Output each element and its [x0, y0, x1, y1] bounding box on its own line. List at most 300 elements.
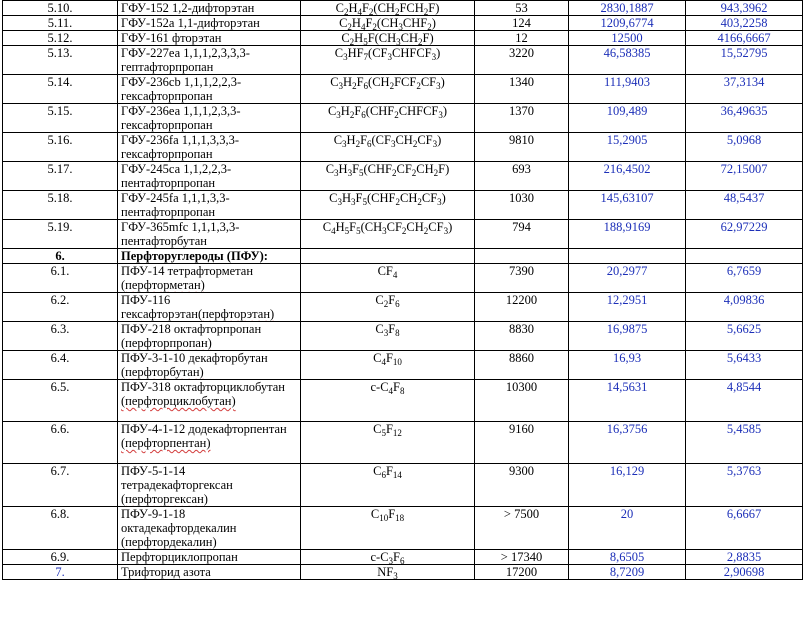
table-row	[3, 380, 803, 422]
formula-part: (CHF	[365, 104, 395, 118]
formula-subscript: 10	[379, 513, 389, 523]
formula-part: F	[360, 133, 368, 147]
chemical-formula	[301, 191, 475, 220]
formula-part: F	[349, 220, 357, 234]
formula-part: CF	[428, 220, 444, 234]
formula-subscript: 3	[382, 226, 387, 236]
substances-table	[2, 0, 803, 580]
row-number: 5.17.	[3, 162, 118, 191]
formula-subscript: 2	[417, 197, 422, 207]
formula-subscript: 2	[349, 110, 355, 120]
formula-part: CHFCF	[392, 46, 432, 60]
formula-subscript: 5	[344, 226, 350, 236]
formula-subscript: 3	[337, 197, 343, 207]
threshold-value-1	[569, 249, 686, 264]
gwp-value: 8830	[475, 322, 569, 351]
formula-part: F	[393, 550, 400, 564]
formula-part: F	[388, 507, 396, 521]
gwp-value: 1340	[475, 75, 569, 104]
formula-part: c-C	[370, 550, 389, 564]
formula-subscript: 6	[395, 299, 400, 309]
formula-subscript: 2	[423, 7, 429, 16]
threshold-value-2: 5,6625	[686, 322, 803, 351]
spellcheck-underlined-text: (перфторбутан)	[121, 365, 204, 379]
formula-part: F	[355, 191, 363, 205]
table-row	[3, 264, 803, 293]
substance-name: ПФУ-218 октафторпропан (перфторпропан)	[118, 322, 301, 351]
spellcheck-underlined-text: (перфторгексан)	[121, 492, 208, 506]
formula-part: H	[348, 1, 358, 15]
formula-part: CF	[386, 220, 402, 234]
formula-subscript: 4	[392, 270, 398, 280]
formula-subscript: 3	[396, 37, 401, 46]
gwp-value: 693	[475, 162, 569, 191]
chemical-formula	[301, 565, 475, 580]
formula-part: (CH	[360, 220, 383, 234]
substance-name: ПФУ-318 октафторциклобутан (перфторциклобутан)	[118, 380, 301, 422]
table-row	[3, 75, 803, 104]
formula-part: )	[431, 16, 436, 30]
formula-subscript: 5	[363, 37, 368, 46]
formula-part: H	[340, 104, 350, 118]
table-row	[3, 565, 803, 580]
formula-subscript: 2	[372, 22, 377, 31]
formula-part: F(CH	[367, 31, 397, 45]
formula-subscript: 3	[438, 110, 443, 120]
threshold-value-1: 12500	[569, 31, 686, 46]
formula-part: CH	[395, 133, 413, 147]
formula-part: CF	[377, 264, 393, 278]
spellcheck-underlined-text: (перфторметан)	[121, 278, 205, 292]
spellcheck-underlined-text: (перфторэтан)	[197, 307, 275, 321]
formula-part: )	[440, 75, 445, 89]
formula-part: C	[370, 507, 380, 521]
formula-subscript: 5	[359, 168, 364, 178]
chemical-formula	[301, 1, 475, 16]
substance-name: ГФУ-236cb 1,1,1,2,2,3-гексафторпропан	[118, 75, 301, 104]
formula-subscript: 5	[362, 197, 367, 207]
chemical-formula	[301, 46, 475, 75]
spellcheck-underlined-text: (перфторпентан)	[121, 436, 211, 450]
threshold-value-2: 5,4585	[686, 422, 803, 464]
threshold-value-1: 46,58385	[569, 46, 686, 75]
threshold-value-1: 16,9875	[569, 322, 686, 351]
spellcheck-underlined-text: (перфтордекалин)	[121, 535, 217, 549]
gwp-value: 8860	[475, 351, 569, 380]
formula-part: C	[341, 31, 350, 45]
row-number: 5.14.	[3, 75, 118, 104]
table-row	[3, 464, 803, 507]
row-number: 6.9.	[3, 550, 118, 565]
table-row	[3, 422, 803, 464]
formula-subscript: 2	[423, 226, 429, 236]
formula-part: F	[385, 464, 393, 478]
formula-part: F	[352, 162, 360, 176]
row-number: 6.3.	[3, 322, 118, 351]
spellcheck-underlined-text: (перфторциклобутан)	[121, 394, 236, 408]
formula-part: )	[437, 133, 442, 147]
threshold-value-1: 111,9403	[569, 75, 686, 104]
formula-subscript: 5	[381, 428, 386, 438]
formula-part: F	[356, 75, 364, 89]
threshold-value-2: 37,3134	[686, 75, 803, 104]
substance-name: ГФУ-236еа 1,1,1,2,3,3-гексафторпропан	[118, 104, 301, 133]
chemical-formula	[301, 31, 475, 46]
chemical-formula	[301, 75, 475, 104]
gwp-value: > 7500	[475, 507, 569, 550]
formula-part: F)	[428, 1, 440, 15]
gwp-value: 1370	[475, 104, 569, 133]
formula-part: C	[325, 162, 335, 176]
threshold-value-1: 188,9169	[569, 220, 686, 249]
formula-subscript: 3	[443, 226, 449, 236]
gwp-value: 794	[475, 220, 569, 249]
formula-part: C	[339, 16, 348, 30]
chemical-formula	[301, 104, 475, 133]
formula-subscript: 12	[392, 428, 402, 438]
threshold-value-1: 109,489	[569, 104, 686, 133]
formula-part: H	[335, 220, 345, 234]
formula-subscript: 6	[363, 81, 369, 91]
row-number: 6.8.	[3, 507, 118, 550]
formula-subscript: 2	[411, 168, 417, 178]
threshold-value-2: 2,90698	[686, 565, 803, 580]
threshold-value-2: 62,97229	[686, 220, 803, 249]
formula-subscript: 8	[395, 328, 400, 338]
formula-subscript: 10	[392, 357, 402, 367]
threshold-value-1: 16,129	[569, 464, 686, 507]
substance-name: Перфторциклопропан	[118, 550, 301, 565]
section-row	[3, 249, 803, 264]
formula-part: CF	[421, 191, 438, 205]
formula-subscript: 2	[352, 81, 357, 91]
substance-name: ПФУ-4-1-12 додекафторпентан (перфторпентан)	[118, 422, 301, 464]
threshold-value-1: 20,2977	[569, 264, 686, 293]
formula-subscript: 7	[363, 52, 369, 62]
gwp-value	[475, 249, 569, 264]
gwp-value: 7390	[475, 264, 569, 293]
substance-name: ПФУ-3-1-10 декафторбутан (перфторбутан)	[118, 351, 301, 380]
row-number: 5.10.	[3, 1, 118, 16]
formula-part: C	[373, 351, 382, 365]
table-row	[3, 191, 803, 220]
formula-subscript: 3	[393, 571, 398, 580]
gwp-value: 3220	[475, 46, 569, 75]
table-row	[3, 550, 803, 565]
formula-subscript: 2	[355, 139, 361, 149]
table-row	[3, 133, 803, 162]
formula-part: (CH	[376, 16, 399, 30]
formula-subscript: 2	[412, 139, 418, 149]
threshold-value-1: 16,3756	[569, 422, 686, 464]
formula-part: C	[333, 133, 343, 147]
threshold-value-1: 16,93	[569, 351, 686, 380]
row-number: 5.15.	[3, 104, 118, 133]
formula-part: C	[375, 322, 384, 336]
formula-part: F	[361, 1, 369, 15]
formula-part: H	[342, 191, 352, 205]
formula-subscript: 6	[367, 139, 372, 149]
threshold-value-2: 5,3763	[686, 464, 803, 507]
threshold-value-1: 15,2905	[569, 133, 686, 162]
chemical-formula	[301, 380, 475, 422]
table-row	[3, 162, 803, 191]
formula-part: CF	[417, 133, 433, 147]
row-number: 6.2.	[3, 293, 118, 322]
formula-part: FCH	[399, 1, 424, 15]
formula-subscript: 4	[360, 22, 366, 31]
threshold-value-1: 2830,1887	[569, 1, 686, 16]
row-number: 7.	[3, 565, 118, 580]
formula-subscript: 2	[418, 37, 423, 46]
threshold-value-2: 6,6667	[686, 507, 803, 550]
formula-part: CH	[399, 191, 418, 205]
formula-part: F)	[422, 31, 434, 45]
chemical-formula	[301, 220, 475, 249]
threshold-value-2: 403,2258	[686, 16, 803, 31]
formula-part: FCF	[394, 75, 417, 89]
threshold-value-2: 48,5437	[686, 191, 803, 220]
formula-part: C	[330, 75, 339, 89]
formula-subscript: 3	[347, 168, 353, 178]
formula-subscript: 2	[368, 7, 374, 16]
formula-subscript: 8	[400, 386, 405, 396]
row-number: 6.4.	[3, 351, 118, 380]
formula-subscript: 14	[392, 470, 402, 480]
formula-part: CH	[416, 162, 434, 176]
substance-name: ГФУ-161 фторэтан	[118, 31, 301, 46]
formula-subscript: 3	[398, 22, 403, 31]
chemical-formula	[301, 507, 475, 550]
substance-name: ГФУ-236fa 1,1,1,3,3,3-гексафторпропан	[118, 133, 301, 162]
gwp-value: > 17340	[475, 550, 569, 565]
gwp-value: 12200	[475, 293, 569, 322]
threshold-value-1: 8,7209	[569, 565, 686, 580]
formula-part: )	[441, 191, 446, 205]
spellcheck-underlined-text: (перфторпропан)	[121, 336, 212, 350]
formula-subscript: 3	[432, 139, 438, 149]
formula-part: C	[329, 191, 338, 205]
formula-part: F	[365, 16, 373, 30]
threshold-value-2: 6,7659	[686, 264, 803, 293]
table-row	[3, 46, 803, 75]
formula-subscript: 3	[338, 81, 344, 91]
substance-name: ГФУ-227еа 1,1,1,2,3,3,3-гептафторпропан	[118, 46, 301, 75]
gwp-value: 53	[475, 1, 569, 16]
formula-part: H	[351, 16, 361, 30]
substance-name: ПФУ-14 тетрафторметан (перфторметан)	[118, 264, 301, 293]
formula-part: )	[448, 220, 453, 234]
row-number: 6.	[3, 249, 118, 264]
formula-part: (CF	[368, 46, 388, 60]
threshold-value-1: 216,4502	[569, 162, 686, 191]
threshold-value-2: 2,8835	[686, 550, 803, 565]
formula-subscript: 2	[401, 226, 407, 236]
formula-part: (CH	[368, 75, 390, 89]
formula-subscript: 3	[351, 197, 356, 207]
formula-part: CHFCF	[398, 104, 439, 118]
formula-subscript: 2	[349, 37, 355, 46]
formula-subscript: 2	[392, 168, 397, 178]
chemical-formula	[301, 162, 475, 191]
gwp-value: 10300	[475, 380, 569, 422]
chemical-formula	[301, 422, 475, 464]
formula-part: CF	[396, 162, 412, 176]
formula-subscript: 3	[334, 168, 339, 178]
formula-subscript: 3	[390, 139, 396, 149]
formula-part: H	[354, 31, 364, 45]
formula-part: C	[334, 46, 344, 60]
substance-name: ГФУ-152 1,2-дифторэтан	[118, 1, 301, 16]
chemical-formula	[301, 550, 475, 565]
threshold-value-2: 72,15007	[686, 162, 803, 191]
formula-part: (CHF	[363, 162, 392, 176]
substance-name: ПФУ-116 гексафторэтан(перфторэтан)	[118, 293, 301, 322]
chemical-formula	[301, 351, 475, 380]
formula-subscript: 3	[387, 52, 392, 62]
formula-part: F	[354, 104, 362, 118]
table-row	[3, 322, 803, 351]
substance-name: ГФУ-152а 1,1-дифторэтан	[118, 16, 301, 31]
chemical-formula	[301, 249, 475, 264]
formula-subscript: 2	[389, 81, 395, 91]
table-body	[3, 1, 803, 580]
row-number: 5.19.	[3, 220, 118, 249]
substance-name: ГФУ-365mfc 1,1,1,3,3-пентафторбутан	[118, 220, 301, 249]
formula-part: CF	[420, 75, 437, 89]
formula-part: F)	[438, 162, 450, 176]
threshold-value-1: 1209,6774	[569, 16, 686, 31]
formula-subscript: 2	[383, 299, 389, 309]
gwp-value: 9300	[475, 464, 569, 507]
threshold-value-1: 14,5631	[569, 380, 686, 422]
formula-subscript: 4	[388, 386, 394, 396]
formula-subscript: 18	[395, 513, 405, 523]
formula-part: H	[346, 133, 356, 147]
row-number: 5.11.	[3, 16, 118, 31]
formula-subscript: 3	[336, 110, 341, 120]
formula-subscript: 2	[394, 7, 400, 16]
chemical-formula	[301, 133, 475, 162]
threshold-value-1: 20	[569, 507, 686, 550]
table-row	[3, 16, 803, 31]
formula-part: HF	[347, 46, 364, 60]
formula-subscript: 4	[381, 357, 386, 367]
threshold-value-2: 5,0968	[686, 133, 803, 162]
formula-subscript: 6	[400, 556, 405, 565]
formula-part: (CHF	[367, 191, 396, 205]
formula-subscript: 3	[383, 328, 389, 338]
formula-part: C	[373, 464, 382, 478]
threshold-value-1: 12,2951	[569, 293, 686, 322]
substance-name: ГФУ-245са 1,1,2,2,3-пентафторпропан	[118, 162, 301, 191]
threshold-value-2: 5,6433	[686, 351, 803, 380]
threshold-value-2: 4,09836	[686, 293, 803, 322]
formula-part: c-C	[370, 380, 389, 394]
formula-part: C	[322, 220, 332, 234]
chemical-formula	[301, 293, 475, 322]
formula-subscript: 2	[343, 7, 349, 16]
formula-subscript: 6	[361, 110, 366, 120]
formula-part: F	[388, 293, 396, 307]
formula-subscript: 2	[394, 110, 399, 120]
row-number: 6.5.	[3, 380, 118, 422]
formula-part: F	[385, 351, 393, 365]
chemical-formula	[301, 464, 475, 507]
formula-part: H	[338, 162, 348, 176]
formula-subscript: 2	[416, 81, 421, 91]
row-number: 5.13.	[3, 46, 118, 75]
formula-part: C	[375, 293, 384, 307]
formula-subscript: 3	[431, 52, 437, 62]
table-row	[3, 220, 803, 249]
formula-part: )	[436, 46, 441, 60]
formula-part: C	[373, 422, 382, 436]
threshold-value-2: 943,3962	[686, 1, 803, 16]
row-number: 6.1.	[3, 264, 118, 293]
gwp-value: 9810	[475, 133, 569, 162]
table-row	[3, 293, 803, 322]
threshold-value-1: 145,63107	[569, 191, 686, 220]
formula-part: F	[393, 380, 400, 394]
threshold-value-1: 8,6505	[569, 550, 686, 565]
row-number: 5.18.	[3, 191, 118, 220]
formula-subscript: 3	[342, 139, 347, 149]
gwp-value: 12	[475, 31, 569, 46]
gwp-value: 9160	[475, 422, 569, 464]
table-row	[3, 104, 803, 133]
formula-part: H	[343, 75, 353, 89]
gwp-value: 124	[475, 16, 569, 31]
gwp-value: 1030	[475, 191, 569, 220]
table-row	[3, 351, 803, 380]
threshold-value-2: 4,8544	[686, 380, 803, 422]
formula-part: (CF	[371, 133, 391, 147]
gwp-value: 17200	[475, 565, 569, 580]
threshold-value-2: 4166,6667	[686, 31, 803, 46]
formula-part: F	[385, 422, 393, 436]
chemical-formula	[301, 322, 475, 351]
formula-subscript: 3	[343, 52, 348, 62]
formula-part: NF	[377, 565, 394, 579]
formula-part: (CH	[373, 1, 395, 15]
formula-part: CH	[406, 220, 424, 234]
threshold-value-2	[686, 249, 803, 264]
formula-part: F	[388, 322, 396, 336]
formula-subscript: 6	[381, 470, 386, 480]
row-number: 5.12.	[3, 31, 118, 46]
formula-part: CHF	[402, 16, 428, 30]
substance-name: ПФУ-5-1-14 тетрадекафторгексан (перфторгексан)	[118, 464, 301, 507]
formula-subscript: 4	[357, 7, 362, 16]
formula-subscript: 2	[433, 168, 439, 178]
formula-subscript: 2	[395, 197, 400, 207]
table-row	[3, 507, 803, 550]
chemical-formula	[301, 264, 475, 293]
chemical-formula	[301, 16, 475, 31]
formula-subscript: 3	[436, 81, 441, 91]
formula-subscript: 4	[331, 226, 336, 236]
formula-part: C	[335, 1, 344, 15]
formula-subscript: 3	[437, 197, 442, 207]
document-page	[2, 0, 802, 580]
table-row	[3, 31, 803, 46]
formula-subscript: 5	[356, 226, 361, 236]
formula-part: C	[327, 104, 337, 118]
threshold-value-2: 15,52795	[686, 46, 803, 75]
substance-name: Перфторуглероды (ПФУ):	[118, 249, 301, 264]
substance-name: ПФУ-9-1-18 октадекафтордекалин (перфтордекалин)	[118, 507, 301, 550]
